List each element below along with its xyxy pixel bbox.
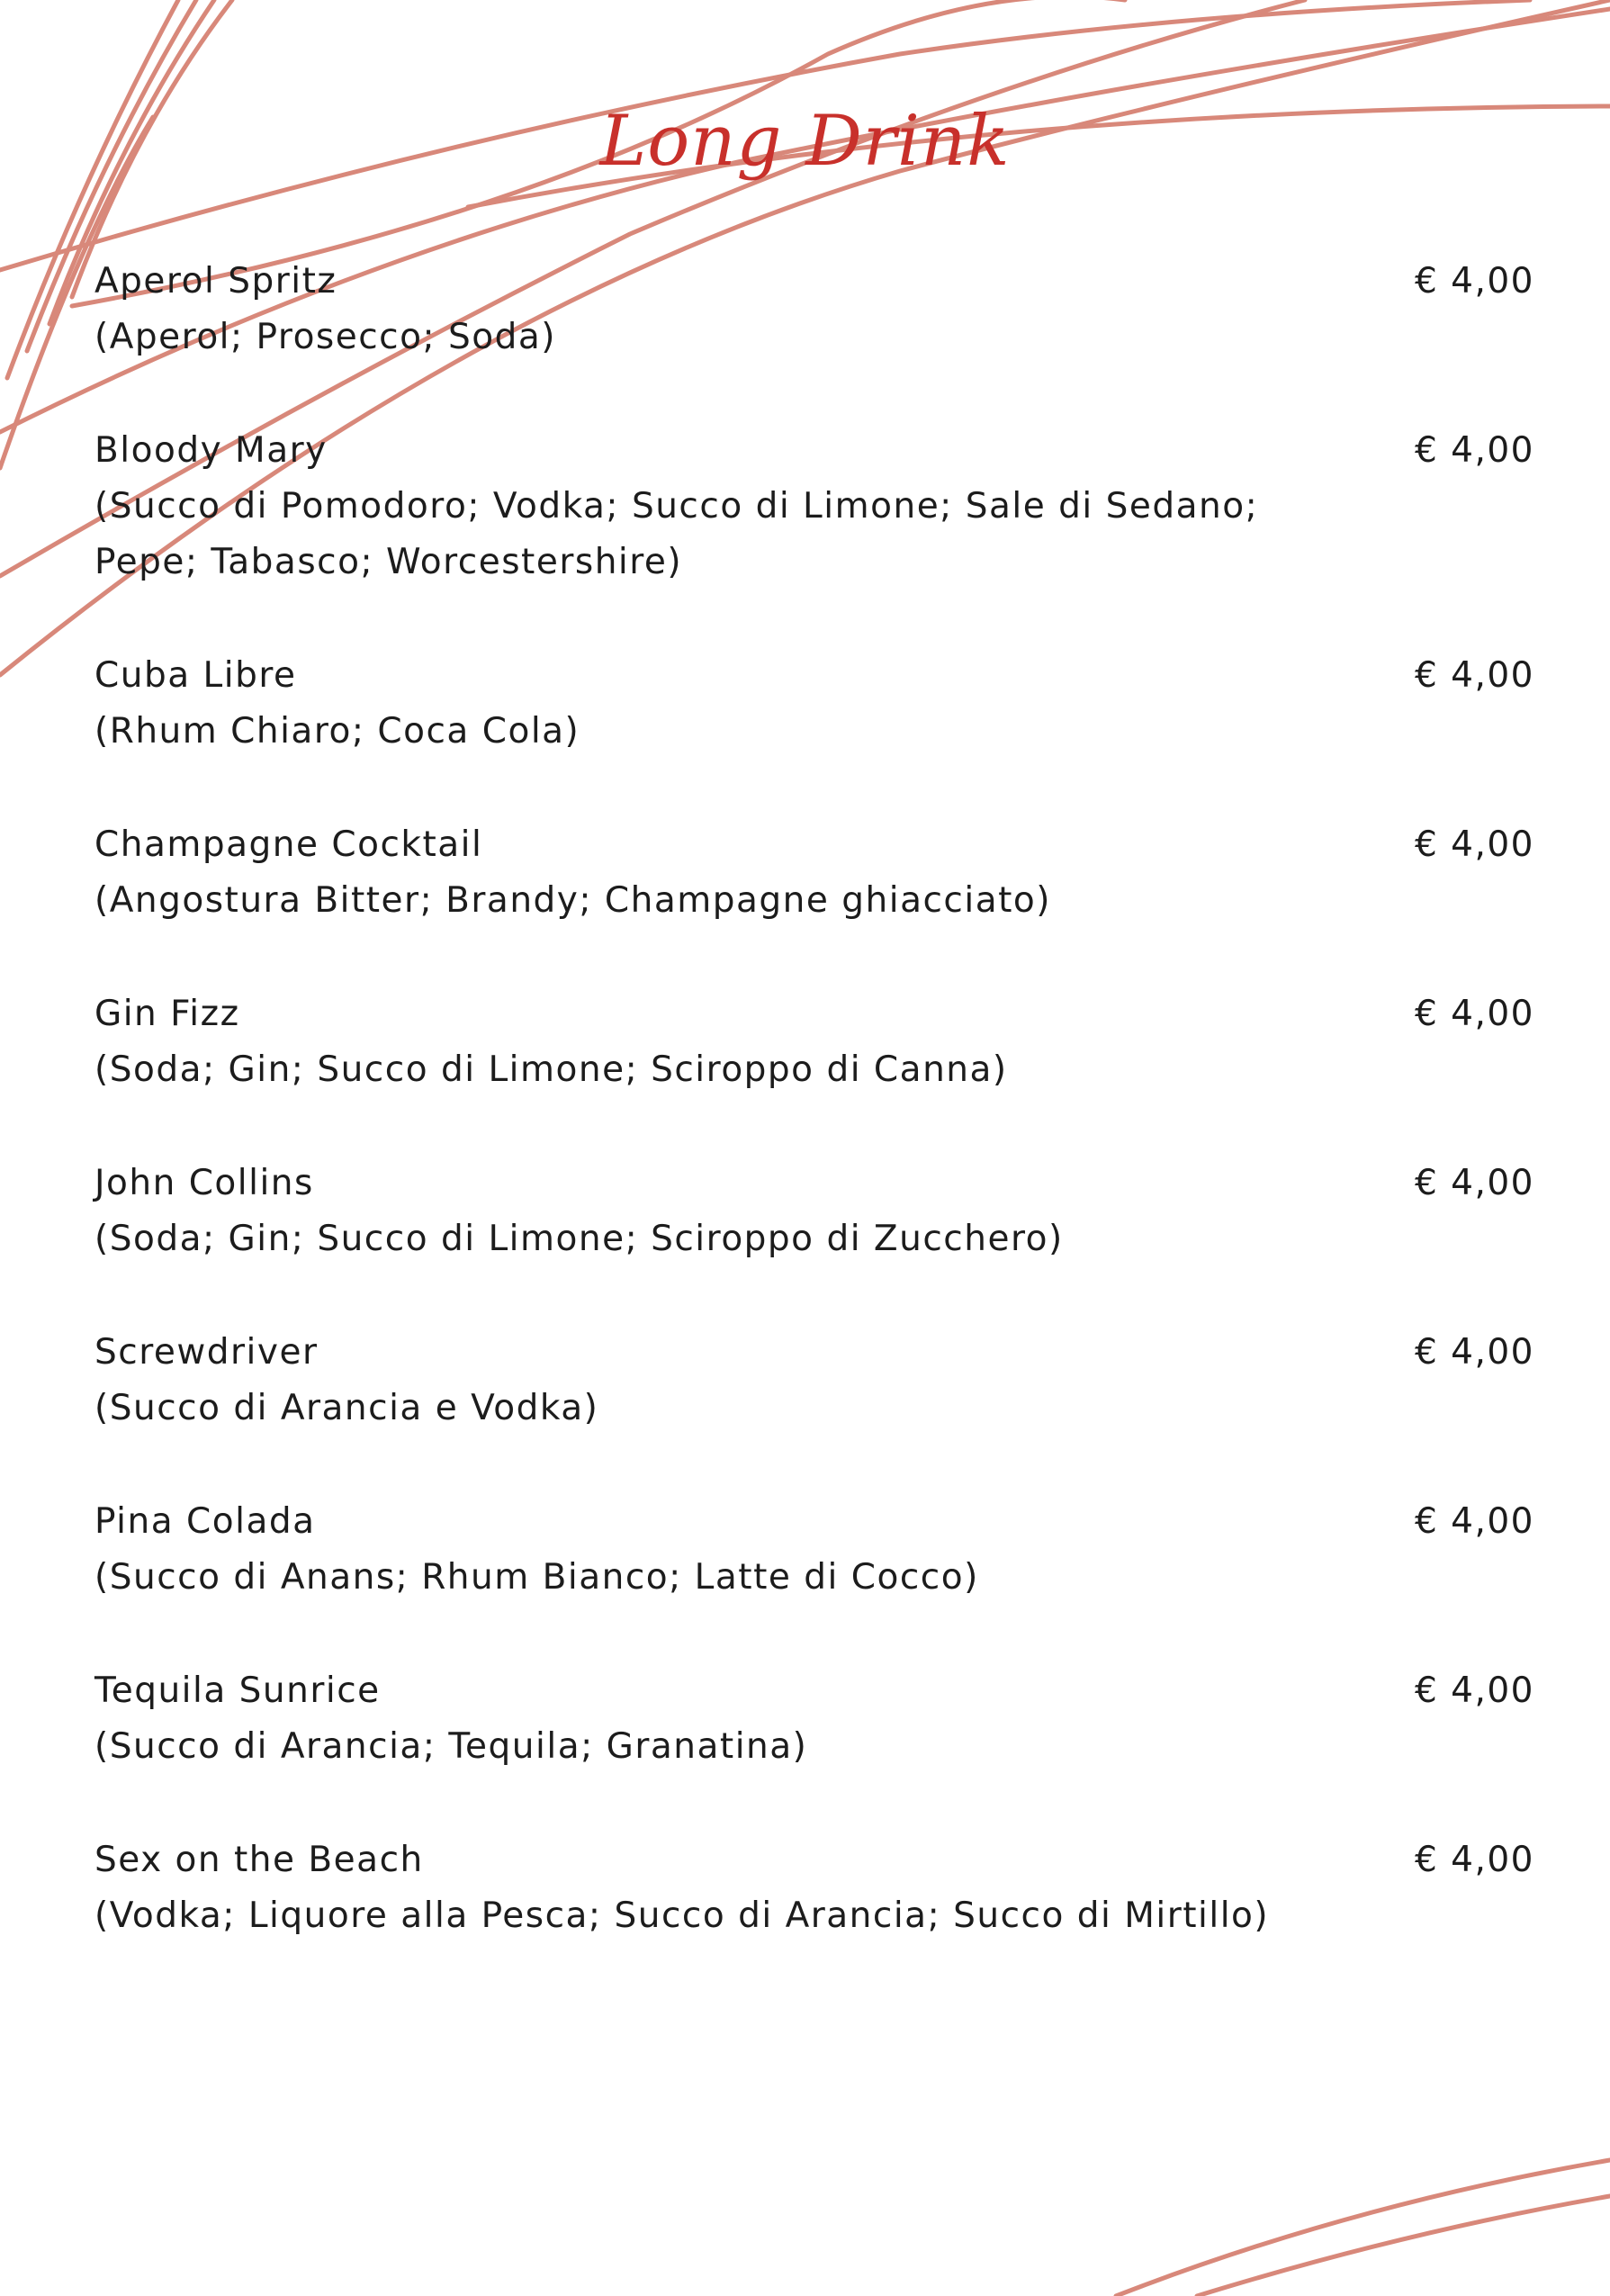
drink-name: Aperol Spritz (94, 261, 337, 302)
drink-name: Bloody Mary (94, 430, 328, 471)
drink-price: € 4,00 (1414, 1670, 1534, 1711)
menu-item (94, 1832, 1534, 2002)
drink-ingredients: (Angostura Bitter; Brandy; Champagne ghiacciato) (94, 880, 1051, 921)
menu-item (94, 986, 1534, 1156)
drink-price: € 4,00 (1414, 1840, 1534, 1880)
drink-price: € 4,00 (1414, 824, 1534, 865)
menu-item (94, 1494, 1534, 1663)
drink-name: John Collins (94, 1163, 314, 1203)
drink-ingredients: (Succo di Arancia; Tequila; Granatina) (94, 1726, 808, 1767)
drink-ingredients: (Soda; Gin; Succo di Limone; Sciroppo di Zucchero) (94, 1219, 1064, 1259)
drink-ingredients: (Rhum Chiaro; Coca Cola) (94, 711, 580, 752)
menu-item (94, 254, 1534, 423)
drink-ingredients: (Succo di Anans; Rhum Bianco; Latte di Cocco) (94, 1557, 979, 1598)
drink-ingredients: (Succo di Pomodoro; Vodka; Succo di Limone; Sale di Sedano; Pepe; Tabasco; Worcestershire) (94, 486, 1259, 582)
menu-item (94, 423, 1534, 648)
drink-price: € 4,00 (1414, 1332, 1534, 1373)
drink-name: Gin Fizz (94, 994, 240, 1034)
drink-price: € 4,00 (1414, 430, 1534, 471)
drink-ingredients: (Soda; Gin; Succo di Limone; Sciroppo di Canna) (94, 1049, 1008, 1090)
drink-name: Screwdriver (94, 1332, 319, 1373)
drink-name: Champagne Cocktail (94, 824, 483, 865)
drink-price: € 4,00 (1414, 1163, 1534, 1203)
menu-item (94, 1325, 1534, 1494)
drink-menu (94, 254, 1534, 2002)
menu-item (94, 1663, 1534, 1832)
drink-ingredients: (Aperol; Prosecco; Soda) (94, 317, 557, 357)
page-title: Long Drink (599, 101, 1011, 182)
drink-name: Sex on the Beach (94, 1840, 424, 1880)
drink-ingredients: (Vodka; Liquore alla Pesca; Succo di Arancia; Succo di Mirtillo) (94, 1895, 1270, 1936)
menu-item (94, 817, 1534, 986)
menu-item (94, 1156, 1534, 1325)
drink-price: € 4,00 (1414, 994, 1534, 1034)
drink-price: € 4,00 (1414, 655, 1534, 696)
drink-ingredients: (Succo di Arancia e Vodka) (94, 1388, 599, 1428)
drink-price: € 4,00 (1414, 261, 1534, 302)
menu-item (94, 648, 1534, 817)
drink-name: Pina Colada (94, 1501, 316, 1542)
drink-name: Cuba Libre (94, 655, 297, 696)
drink-price: € 4,00 (1414, 1501, 1534, 1542)
drink-name: Tequila Sunrice (94, 1670, 381, 1711)
